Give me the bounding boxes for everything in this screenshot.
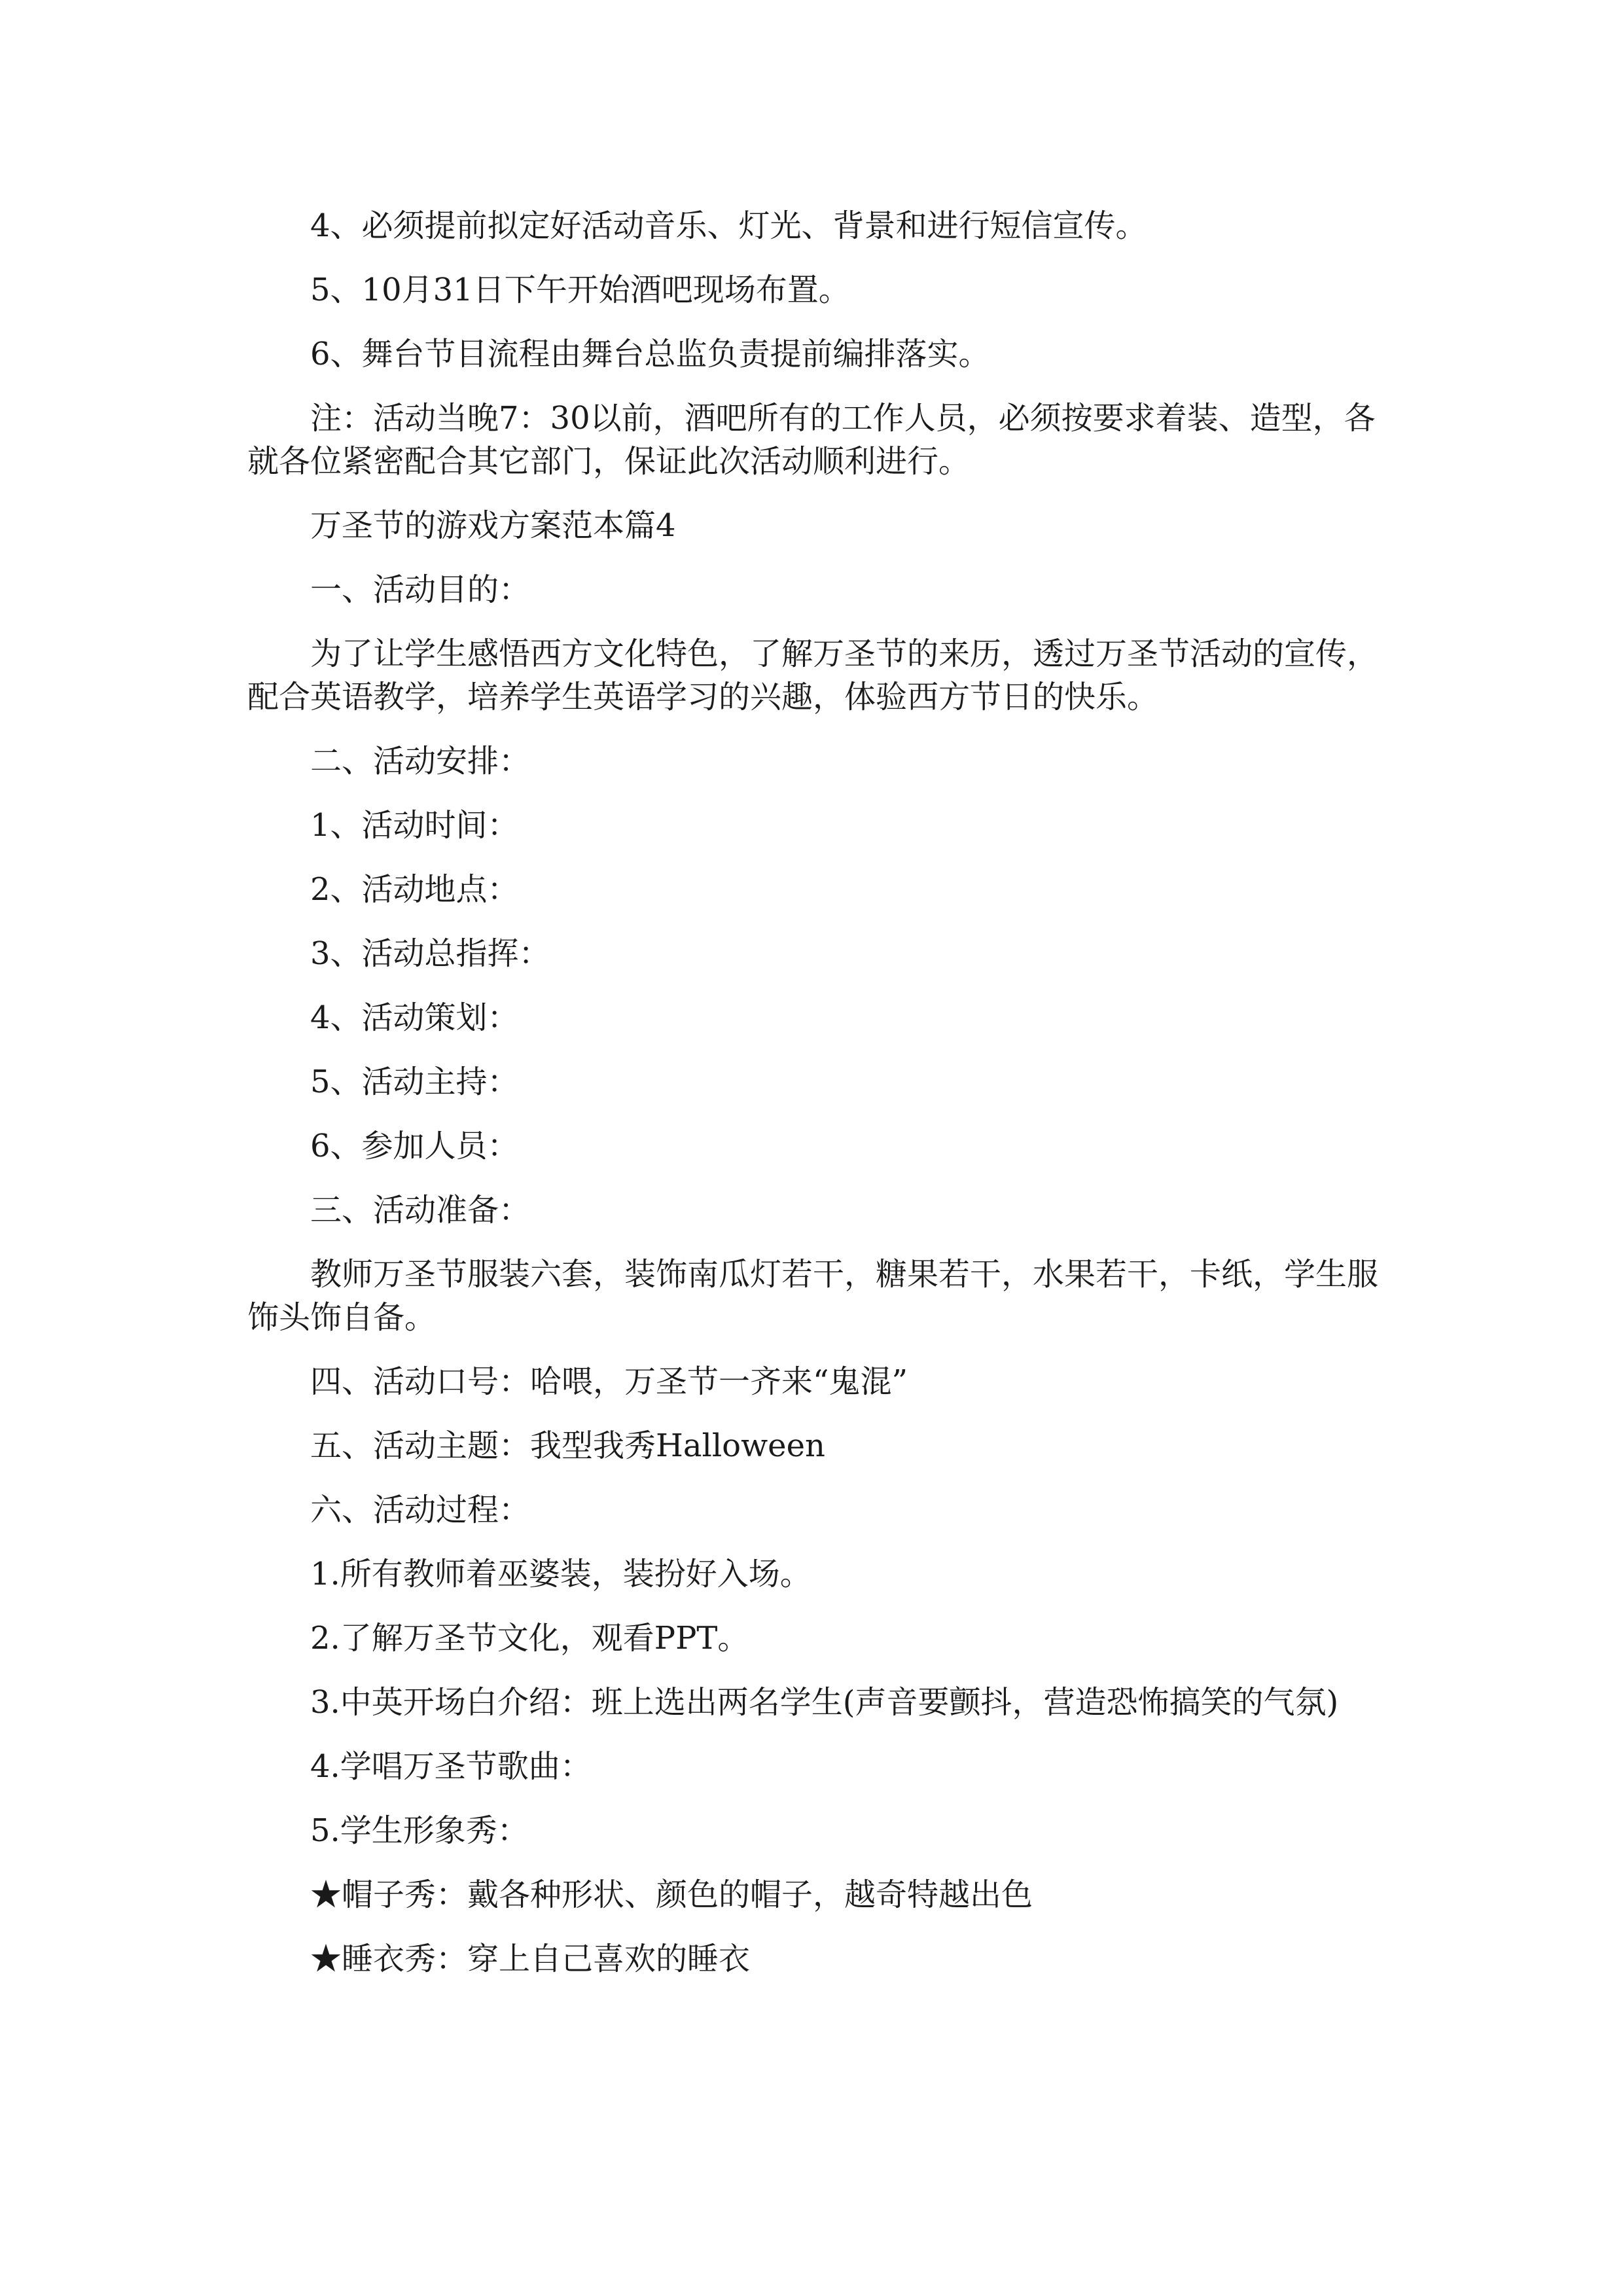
paragraph: 2.了解万圣节文化，观看PPT。 <box>310 1620 749 1657</box>
paragraph: ★睡衣秀：穿上自己喜欢的睡衣 <box>310 1941 751 1977</box>
paragraph: 5、活动主持： <box>310 1064 519 1100</box>
paragraph: 为了让学生感悟西方文化特色，了解万圣节的来历，透过万圣节活动的宣传，配合英语教学，培养学生英语学习的兴趣，体验西方节日的快乐。 <box>247 636 1379 715</box>
paragraph: 二、活动安排： <box>310 743 531 780</box>
paragraph: 3.中英开场白介绍：班上选出两名学生(声音要颤抖，营造恐怖搞笑的气氛) <box>310 1684 1339 1721</box>
paragraph: 6、参加人员： <box>310 1128 519 1164</box>
paragraph: 2、活动地点： <box>310 871 519 908</box>
document-body <box>247 204 1399 2001</box>
paragraph: 6、舞台节目流程由舞台总监负责提前编排落实。 <box>310 336 990 372</box>
paragraph: 4.学唱万圣节歌曲： <box>310 1748 592 1785</box>
paragraph: 五、活动主题：我型我秀Halloween <box>310 1427 825 1464</box>
section-heading: 万圣节的游戏方案范本篇4 <box>310 507 676 544</box>
paragraph: 4、必须提前拟定好活动音乐、灯光、背景和进行短信宣传。 <box>310 207 1147 244</box>
paragraph: 一、活动目的： <box>310 571 531 608</box>
paragraph: 注：活动当晚7：30以前，酒吧所有的工作人员，必须按要求着装、造型，各就各位紧密配合其它部门，保证此次活动顺利进行。 <box>247 400 1376 480</box>
paragraph: 5.学生形象秀： <box>310 1812 529 1849</box>
paragraph: 四、活动口号：哈喂，万圣节一齐来“鬼混” <box>310 1363 908 1400</box>
paragraph: 1.所有教师着巫婆装，装扮好入场。 <box>310 1556 812 1592</box>
paragraph: 1、活动时间： <box>310 807 519 844</box>
paragraph: 3、活动总指挥： <box>310 935 550 972</box>
paragraph: 教师万圣节服装六套，装饰南瓜灯若干，糖果若干，水果若干，卡纸，学生服饰头饰自备。 <box>247 1256 1379 1336</box>
paragraph: 4、活动策划： <box>310 999 519 1036</box>
paragraph: 三、活动准备： <box>310 1192 531 1229</box>
paragraph: 5、10月31日下午开始酒吧现场布置。 <box>310 272 850 308</box>
paragraph: 六、活动过程： <box>310 1492 531 1528</box>
paragraph: ★帽子秀：戴各种形状、颜色的帽子，越奇特越出色 <box>310 1876 1033 1913</box>
